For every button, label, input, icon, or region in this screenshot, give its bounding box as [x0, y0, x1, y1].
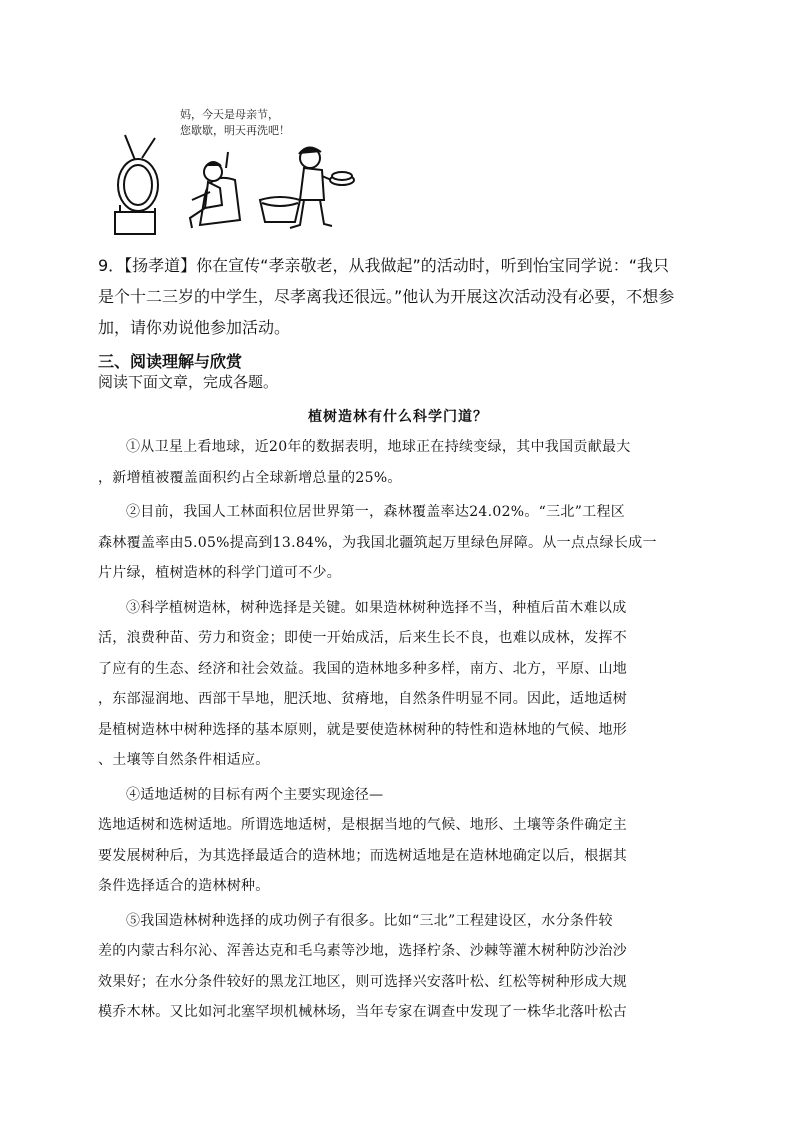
paragraph-3-line: 、土壤等自然条件相适应。 [98, 752, 270, 768]
paragraph-1-line: ，新增植被覆盖面积约占全球新增总量的25%。 [98, 469, 402, 486]
paragraph-4 [98, 780, 698, 902]
mother-drawing [260, 147, 354, 228]
child-drawing [190, 152, 240, 228]
paragraph-4-line: 要发展树种后，为其选择最适合的造林地；而选树适地是在造林地确定以后，根据其 [98, 847, 628, 864]
paragraph-3-line: 是植树造林中树种选择的基本原则，就是要使造林树种的特性和造林地的气候、地形 [98, 721, 628, 738]
question-9 [98, 250, 698, 343]
paragraph-3-line: 了应有的生态、经济和社会效益。我国的造林地多种多样，南方、北方，平原、山地 [98, 660, 628, 677]
television-drawing [115, 135, 158, 234]
paragraph-4-line: ④适地适树的目标有两个主要实现途径— [126, 786, 384, 803]
article-body [98, 432, 698, 1028]
paragraph-2 [98, 497, 698, 589]
article-title: 植树造林有什么科学门道？ [308, 409, 488, 425]
section-instruction: 阅读下面文章，完成各题。 [98, 373, 279, 391]
paragraph-1-line: ①从卫星上看地球，近20年的数据表明，地球正在持续变绿，其中我国贡献最大 [126, 439, 631, 455]
paragraph-3-line: ，东部湿润地、西部干旱地，肥沃地、贫瘠地，自然条件明显不同。因此，适地适树 [98, 691, 628, 707]
question-9-line-2: 是个十二三岁的中学生，尽孝离我还很远。”他认为开展这次活动没有必要，不想参 [98, 287, 675, 306]
paragraph-1 [98, 432, 698, 493]
speech-bubble [180, 107, 290, 139]
speech-line-2: 您歇歇，明天再洗吧！ [180, 124, 290, 137]
question-9-line-1: 9．【扬孝道】你在宣传“孝亲敬老，从我做起”的活动时，听到怡宝同学说：“我只 [98, 256, 670, 275]
speech-line-1: 妈，今天是母亲节， [180, 108, 279, 121]
paragraph-2-line: ②目前，我国人工林面积位居世界第一，森林覆盖率达24.02%。“三北”工程区 [126, 504, 626, 520]
paragraph-3 [98, 593, 698, 776]
paragraph-2-line: 森林覆盖率由5.05%提高到13.84%，为我国北疆筑起万里绿色屏障。从一点点绿长成一 [98, 534, 657, 551]
section-heading: 三、阅读理解与欣赏 [98, 352, 243, 371]
paragraph-5-line: 模乔木林。又比如河北塞罕坝机械林场，当年专家在调查中发现了一株华北落叶松古 [98, 1004, 628, 1020]
paragraph-2-line: 片片绿，植树造林的科学门道可不少。 [98, 565, 342, 581]
paragraph-5-line: 差的内蒙古科尔沁、浑善达克和毛乌素等沙地，选择柠条、沙棘等灌木树种防沙治沙 [98, 943, 628, 959]
paragraph-3-line: ③科学植树造林，树种选择是关键。如果造林树种选择不当，种植后苗木难以成 [126, 599, 627, 616]
paragraph-4-line: 选地适树和选树适地。所谓选地适树，是根据当地的气候、地形、土壤等条件确定主 [98, 817, 628, 833]
paragraph-3-line: 活，浪费种苗、劳力和资金；即使一开始成活，后来生长不良，也难以成林，发挥不 [98, 630, 628, 646]
paragraph-4-line: 条件选择适合的造林树种。 [98, 878, 270, 894]
paragraph-5-line: ⑤我国造林树种选择的成功例子有很多。比如“三北”工程建设区，水分条件较 [126, 912, 613, 929]
question-9-line-3: 加，请你劝说他参加活动。 [98, 318, 291, 337]
paragraph-5 [98, 906, 698, 1028]
paragraph-5-line: 效果好；在水分条件较好的黑龙江地区，则可选择兴安落叶松、红松等树种形成大规 [98, 973, 628, 990]
